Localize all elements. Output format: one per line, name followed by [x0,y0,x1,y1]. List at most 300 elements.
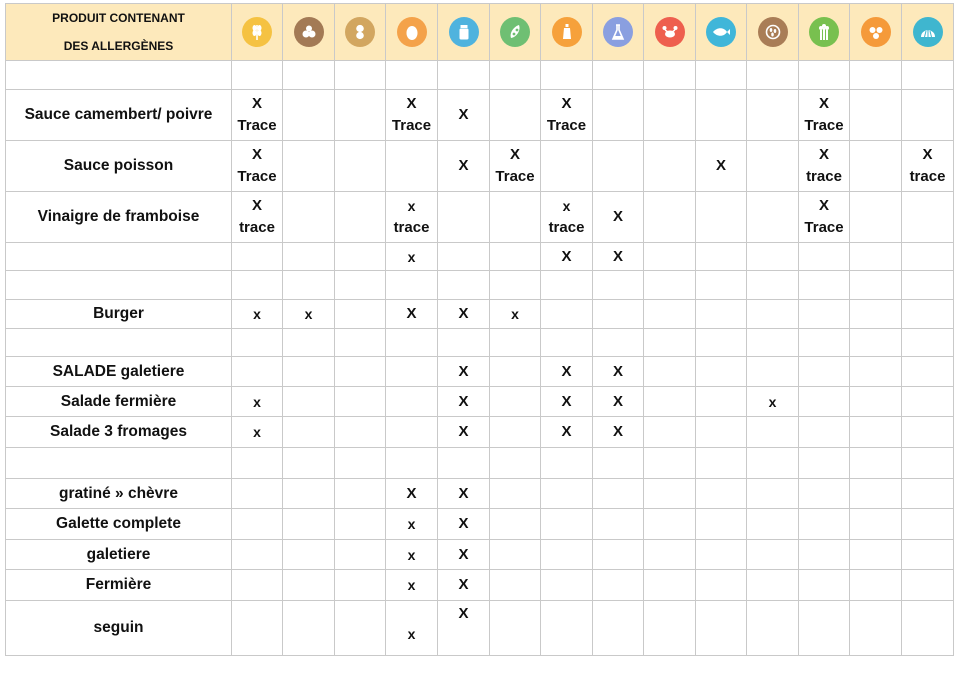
allergen-cell [541,540,593,570]
sulphites-icon [603,17,633,47]
table-row [6,601,954,656]
table-row [6,271,954,300]
allergen-cell [593,329,644,357]
allergen-mark: X [458,423,469,440]
allergen-mark: X [251,146,262,163]
mollusc-icon [913,17,943,47]
product-name: Galette complete [6,509,232,540]
allergen-mark: X [612,247,623,265]
allergen-cell [644,243,696,271]
allergen-mark: X [922,146,933,163]
fish-icon [706,17,736,47]
allergen-cell [644,601,696,656]
allergen-cell [799,300,850,329]
product-name [6,61,232,90]
allergen-cell [799,243,850,271]
table-row [6,509,954,540]
allergen-mark: X [561,362,572,380]
allergen-cell [232,540,283,570]
product-name: SALADE galetiere [6,357,232,387]
allergen-cell [850,601,902,656]
allergen-cell [696,90,747,141]
allergen-cell [386,329,438,357]
allergen-cell [747,601,799,656]
allergen-header-2 [283,4,335,61]
allergen-cell [386,90,438,141]
allergen-cell [490,479,541,509]
allergen-cell [335,61,386,90]
allergen-cell [232,61,283,90]
table-row [6,570,954,601]
allergen-header-3 [335,4,386,61]
allergen-mark: X [251,95,262,112]
lupin-icon [861,17,891,47]
product-name: Fermière [6,570,232,601]
allergen-mark: X [561,423,572,440]
allergen-cell [593,479,644,509]
allergen-cell [335,192,386,243]
allergen-mark: X [406,305,417,322]
allergen-mark: X [458,362,469,380]
trace-label: Trace [237,168,277,185]
allergen-cell [747,357,799,387]
allergen-cell [644,387,696,417]
allergen-cell [902,601,954,656]
allergen-cell [696,243,747,271]
allergen-header-5 [438,4,490,61]
allergen-cell [438,417,490,448]
allergen-cell [593,141,644,192]
allergen-header-14 [902,4,954,61]
allergen-mark: x [304,306,313,322]
allergen-cell [283,387,335,417]
product-name [6,329,232,357]
allergen-cell [438,357,490,387]
allergen-cell [644,329,696,357]
allergen-cell [644,570,696,601]
allergen-cell [799,192,850,243]
trace-label: trace [806,168,842,185]
nuts-icon [294,17,324,47]
allergen-mark: x [253,424,261,440]
allergen-cell [644,61,696,90]
allergen-cell [490,387,541,417]
allergen-cell [490,61,541,90]
allergen-mark: x [562,198,571,214]
allergen-cell [644,90,696,141]
allergen-cell [438,243,490,271]
trace-label: Trace [546,117,587,134]
allergen-cell [902,141,954,192]
allergen-cell [232,300,283,329]
allergen-cell [902,509,954,540]
allergen-header-12 [799,4,850,61]
allergen-cell [386,448,438,479]
table-row [6,387,954,417]
allergen-cell [747,141,799,192]
allergen-cell [747,570,799,601]
allergen-cell [232,448,283,479]
product-name: seguin [6,601,232,656]
allergen-cell [850,271,902,300]
allergen-cell [438,387,490,417]
allergen-cell [799,387,850,417]
allergen-cell [696,271,747,300]
allergen-cell [386,479,438,509]
allergen-cell [850,357,902,387]
allergen-cell [747,509,799,540]
soy-icon [500,17,530,47]
allergen-cell [438,479,490,509]
allergen-header-7 [541,4,593,61]
allergen-mark: X [612,208,623,225]
allergen-cell [593,271,644,300]
allergen-cell [232,509,283,540]
allergen-cell [283,448,335,479]
table-row [6,243,954,271]
mustard-icon [552,17,582,47]
allergen-header-11 [747,4,799,61]
allergen-cell [283,243,335,271]
allergen-mark: x [511,306,519,322]
allergen-cell [593,243,644,271]
allergen-cell [386,509,438,540]
allergen-cell [232,243,283,271]
allergen-cell [386,417,438,448]
allergen-cell [747,300,799,329]
allergen-cell [490,300,541,329]
allergen-mark: x [253,306,261,322]
table-body [6,61,954,656]
allergen-mark: X [561,247,572,265]
allergen-cell [438,540,490,570]
allergen-cell [799,448,850,479]
allergen-cell [438,61,490,90]
allergen-cell [490,271,541,300]
table-row [6,448,954,479]
allergen-cell [232,90,283,141]
allergen-cell [644,300,696,329]
allergen-mark: X [458,515,469,532]
allergen-cell [490,570,541,601]
allergen-cell [541,329,593,357]
allergen-mark: X [458,305,469,322]
allergen-cell [438,192,490,243]
allergen-cell [541,479,593,509]
allergen-cell [232,357,283,387]
title-line-1: PRODUIT CONTENANT [52,11,185,25]
celery-icon [809,17,839,47]
allergen-cell [283,300,335,329]
product-name: gratiné » chèvre [6,479,232,509]
allergen-cell [850,448,902,479]
table-row [6,329,954,357]
allergen-cell [902,417,954,448]
allergen-cell [850,387,902,417]
allergen-cell [386,192,438,243]
allergen-cell [438,271,490,300]
allergen-mark: x [407,626,416,642]
allergen-cell [799,540,850,570]
allergen-cell [283,90,335,141]
allergen-cell [541,357,593,387]
allergen-header-10 [696,4,747,61]
allergen-cell [696,329,747,357]
allergen-cell [541,570,593,601]
allergen-cell [644,271,696,300]
allergen-cell [490,540,541,570]
allergen-cell [335,417,386,448]
allergen-cell [747,329,799,357]
allergen-cell [902,300,954,329]
table-row [6,417,954,448]
allergen-cell [386,300,438,329]
product-name: Salade fermière [6,387,232,417]
allergen-cell [747,417,799,448]
allergen-cell [644,417,696,448]
allergen-cell [541,601,593,656]
allergen-cell [541,90,593,141]
allergen-cell [747,540,799,570]
allergen-cell [850,90,902,141]
product-name [6,271,232,300]
trace-label: trace [548,219,585,236]
allergen-mark: X [612,362,623,380]
allergen-cell [644,141,696,192]
product-name [6,243,232,271]
allergen-cell [644,509,696,540]
product-name: Sauce camembert/ poivre [6,90,232,141]
allergen-cell [696,300,747,329]
allergen-mark: X [251,197,262,214]
allergen-cell [490,141,541,192]
allergen-cell [283,357,335,387]
allergen-cell [593,192,644,243]
allergen-cell [902,540,954,570]
table-row [6,90,954,141]
allergen-cell [593,90,644,141]
allergen-cell [799,90,850,141]
product-name: galetiere [6,540,232,570]
allergen-cell [335,271,386,300]
allergen-cell [850,540,902,570]
allergen-cell [902,271,954,300]
allergen-cell [850,479,902,509]
allergen-cell [541,243,593,271]
allergen-cell [799,570,850,601]
allergen-cell [283,417,335,448]
allergen-cell [850,141,902,192]
allergen-cell [283,509,335,540]
allergen-cell [335,601,386,656]
table-title [6,4,232,61]
trace-label: trace [239,219,275,236]
allergen-cell [232,141,283,192]
allergen-cell [902,243,954,271]
trace-label: trace [393,219,430,236]
allergen-cell [438,570,490,601]
allergen-cell [232,479,283,509]
allergen-cell [593,601,644,656]
table-row [6,192,954,243]
allergen-cell [850,329,902,357]
allergen-cell [490,601,541,656]
allergen-mark: X [612,392,623,410]
allergen-mark: X [818,95,829,112]
allergen-cell [283,570,335,601]
allergen-cell [232,329,283,357]
allergen-cell [696,61,747,90]
allergen-cell [541,417,593,448]
allergen-mark: x [253,393,261,410]
allergen-cell [902,387,954,417]
allergen-cell [490,357,541,387]
allergen-cell [232,387,283,417]
title-line-2: DES ALLERGÈNES [63,39,174,53]
allergen-mark: X [406,95,417,112]
allergen-cell [490,192,541,243]
allergen-cell [799,417,850,448]
allergen-cell [283,271,335,300]
allergen-mark: X [561,95,572,112]
allergen-cell [593,509,644,540]
allergen-cell [696,570,747,601]
allergen-cell [593,387,644,417]
allergen-cell [799,271,850,300]
allergen-mark: X [458,106,469,123]
allergen-cell [335,540,386,570]
allergen-cell [283,540,335,570]
allergen-cell [386,387,438,417]
allergen-cell [386,141,438,192]
allergen-mark: x [768,393,777,410]
allergen-cell [335,479,386,509]
allergen-cell [593,417,644,448]
allergen-cell [541,448,593,479]
allergen-cell [747,387,799,417]
product-name: Vinaigre de framboise [6,192,232,243]
allergen-cell [283,61,335,90]
allergen-cell [696,141,747,192]
allergen-cell [593,540,644,570]
allergen-header-9 [644,4,696,61]
allergen-cell [850,192,902,243]
allergen-cell [283,329,335,357]
allergen-mark: x [407,577,416,593]
table-row [6,61,954,90]
allergen-mark: x [407,198,416,214]
allergen-cell [799,141,850,192]
table-row [6,479,954,509]
allergen-cell [335,357,386,387]
allergen-cell [490,329,541,357]
allergen-cell [438,601,490,656]
allergen-cell [593,570,644,601]
allergen-cell [232,417,283,448]
allergen-cell [541,141,593,192]
allergen-cell [490,417,541,448]
allergen-mark: X [458,157,469,174]
allergen-cell [335,90,386,141]
allergen-cell [902,479,954,509]
allergen-cell [232,271,283,300]
table-row [6,141,954,192]
allergen-cell [490,243,541,271]
allergen-cell [644,357,696,387]
allergen-cell [283,141,335,192]
allergen-cell [438,90,490,141]
allergen-cell [335,329,386,357]
allergen-mark: X [561,392,572,410]
allergen-header-1 [232,4,283,61]
crustacean-icon [655,17,685,47]
allergen-cell [696,448,747,479]
allergen-cell [902,570,954,601]
allergen-cell [850,417,902,448]
allergen-mark: X [458,484,469,502]
allergen-cell [850,243,902,271]
allergen-cell [696,509,747,540]
trace-label: Trace [804,117,844,134]
allergen-cell [696,387,747,417]
allergen-cell [696,357,747,387]
allergen-cell [541,509,593,540]
allergen-cell [438,509,490,540]
allergen-cell [335,387,386,417]
allergen-cell [696,479,747,509]
allergen-table [5,3,954,656]
allergen-mark: x [407,546,416,563]
trace-label: Trace [391,117,432,134]
allergen-cell [696,192,747,243]
allergen-cell [799,509,850,540]
allergen-cell [386,271,438,300]
allergen-cell [644,192,696,243]
allergen-header-6 [490,4,541,61]
allergen-cell [438,448,490,479]
allergen-mark: X [458,576,469,593]
allergen-cell [541,192,593,243]
allergen-cell [747,243,799,271]
egg-icon [397,17,427,47]
allergen-cell [902,448,954,479]
allergen-cell [799,61,850,90]
allergen-cell [232,570,283,601]
allergen-cell [490,448,541,479]
allergen-header-8 [593,4,644,61]
allergen-header-4 [386,4,438,61]
allergen-mark: X [458,545,469,563]
allergen-header-13 [850,4,902,61]
allergen-cell [593,357,644,387]
allergen-cell [335,570,386,601]
allergen-cell [386,601,438,656]
allergen-cell [438,300,490,329]
allergen-cell [541,271,593,300]
allergen-mark: x [407,516,416,532]
allergen-cell [799,357,850,387]
allergen-cell [644,540,696,570]
allergen-cell [799,479,850,509]
trace-label: trace [909,168,946,185]
allergen-cell [747,448,799,479]
allergen-cell [386,570,438,601]
allergen-cell [747,271,799,300]
allergen-cell [799,601,850,656]
allergen-cell [696,540,747,570]
allergen-cell [902,192,954,243]
allergen-mark: x [407,248,416,265]
